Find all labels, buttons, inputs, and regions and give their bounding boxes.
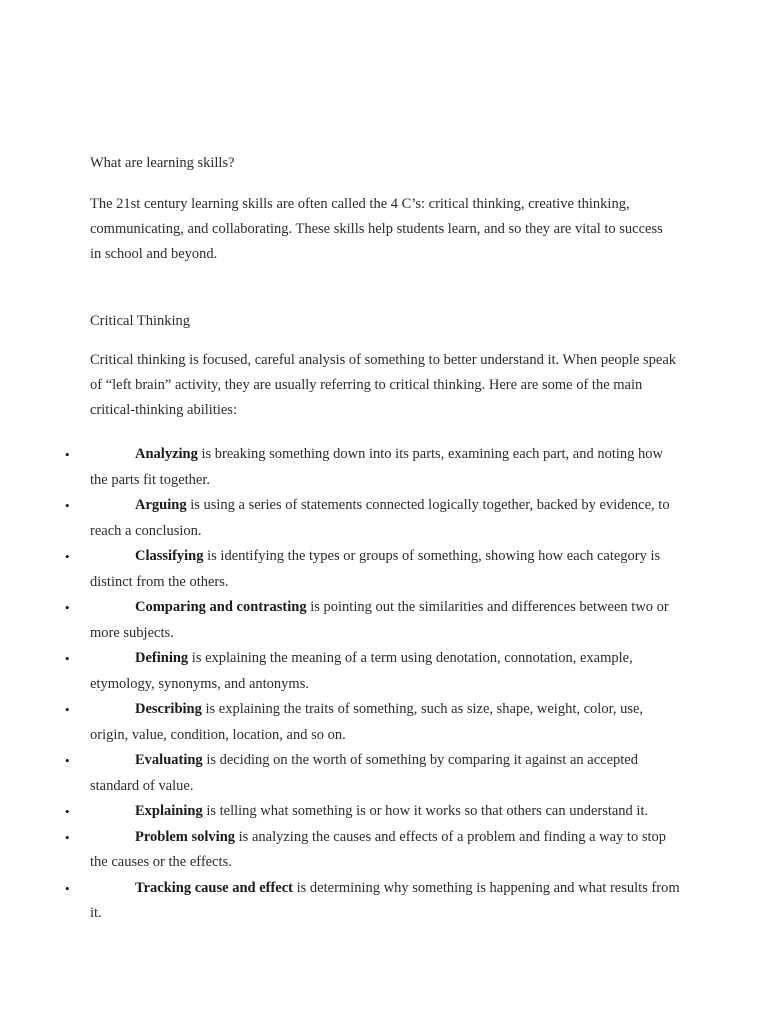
list-item (0, 825, 680, 876)
list-item-text: is using a series of statements connected logically together, backed by evidence, to reach a conclusion. (90, 497, 670, 539)
intro-paragraph: The 21st century learning skills are often called the 4 C’s: critical thinking, creative thinking, communicating, and collaborating. These skills help students learn, and so they are vital to success in school and beyond. (90, 196, 663, 262)
list-item (0, 748, 680, 799)
list-item-text: is identifying the types or groups of something, showing how each category is distinct from the others. (90, 548, 661, 590)
list-item-term: Classifying (135, 548, 204, 564)
critical-thinking-list (0, 442, 768, 927)
list-item-term: Defining (135, 650, 189, 666)
list-item (0, 646, 680, 697)
question-heading: What are learning skills? (90, 155, 235, 171)
list-item (0, 493, 680, 544)
bullet-icon: • (65, 600, 70, 615)
list-item (0, 595, 680, 646)
list-item (0, 697, 680, 748)
list-item-text: is pointing out the similarities and differences between two or more subjects. (90, 599, 669, 641)
list-item-term: Arguing (135, 497, 187, 513)
list-item-term: Describing (135, 701, 202, 717)
list-item (0, 544, 680, 595)
section-heading: Critical Thinking (90, 313, 191, 329)
section-paragraph: Critical thinking is focused, careful analysis of something to better understand it. When people speak of “left brain” activity, they are usually referring to critical thinking. Here are some of the main critical-thinking abilities: (90, 352, 677, 418)
list-item-term: Evaluating (135, 752, 203, 768)
bullet-icon: • (65, 702, 70, 717)
bullet-icon: • (65, 829, 70, 845)
bullet-icon: • (65, 651, 70, 666)
bullet-icon: • (65, 804, 70, 819)
bullet-icon: • (65, 498, 70, 513)
bullet-icon: • (65, 447, 70, 462)
list-item-text: is explaining the traits of something, such as size, shape, weight, color, use, origin, value, condition, location, and so on. (90, 701, 644, 743)
list-item-term: Comparing and contrasting (135, 599, 307, 615)
list-item-term: Tracking cause and effect (135, 879, 293, 896)
list-item-text: is deciding on the worth of something by comparing it against an accepted standard of value. (90, 752, 638, 794)
list-item (0, 442, 680, 493)
list-item-text: is breaking something down into its parts, examining each part, and noting how the parts fit together. (90, 446, 663, 488)
list-item-text: is determining why something is happening and what results from it. (90, 879, 680, 921)
bullet-icon: • (65, 880, 70, 896)
list-item-text: is analyzing the causes and effects of a problem and finding a way to stop the causes or the effects. (90, 828, 667, 870)
list-item-term: Problem solving (135, 828, 236, 845)
list-item-term: Explaining (135, 803, 203, 819)
bullet-icon: • (65, 753, 70, 768)
list-item (0, 876, 680, 927)
list-item-text: is explaining the meaning of a term using denotation, connotation, example, etymology, synonyms, and antonyms. (90, 650, 633, 692)
list-item-term: Analyzing (135, 446, 198, 462)
list-item-text: is telling what something is or how it works so that others can understand it. (202, 803, 649, 819)
bullet-icon: • (65, 549, 70, 564)
list-item (0, 799, 680, 825)
